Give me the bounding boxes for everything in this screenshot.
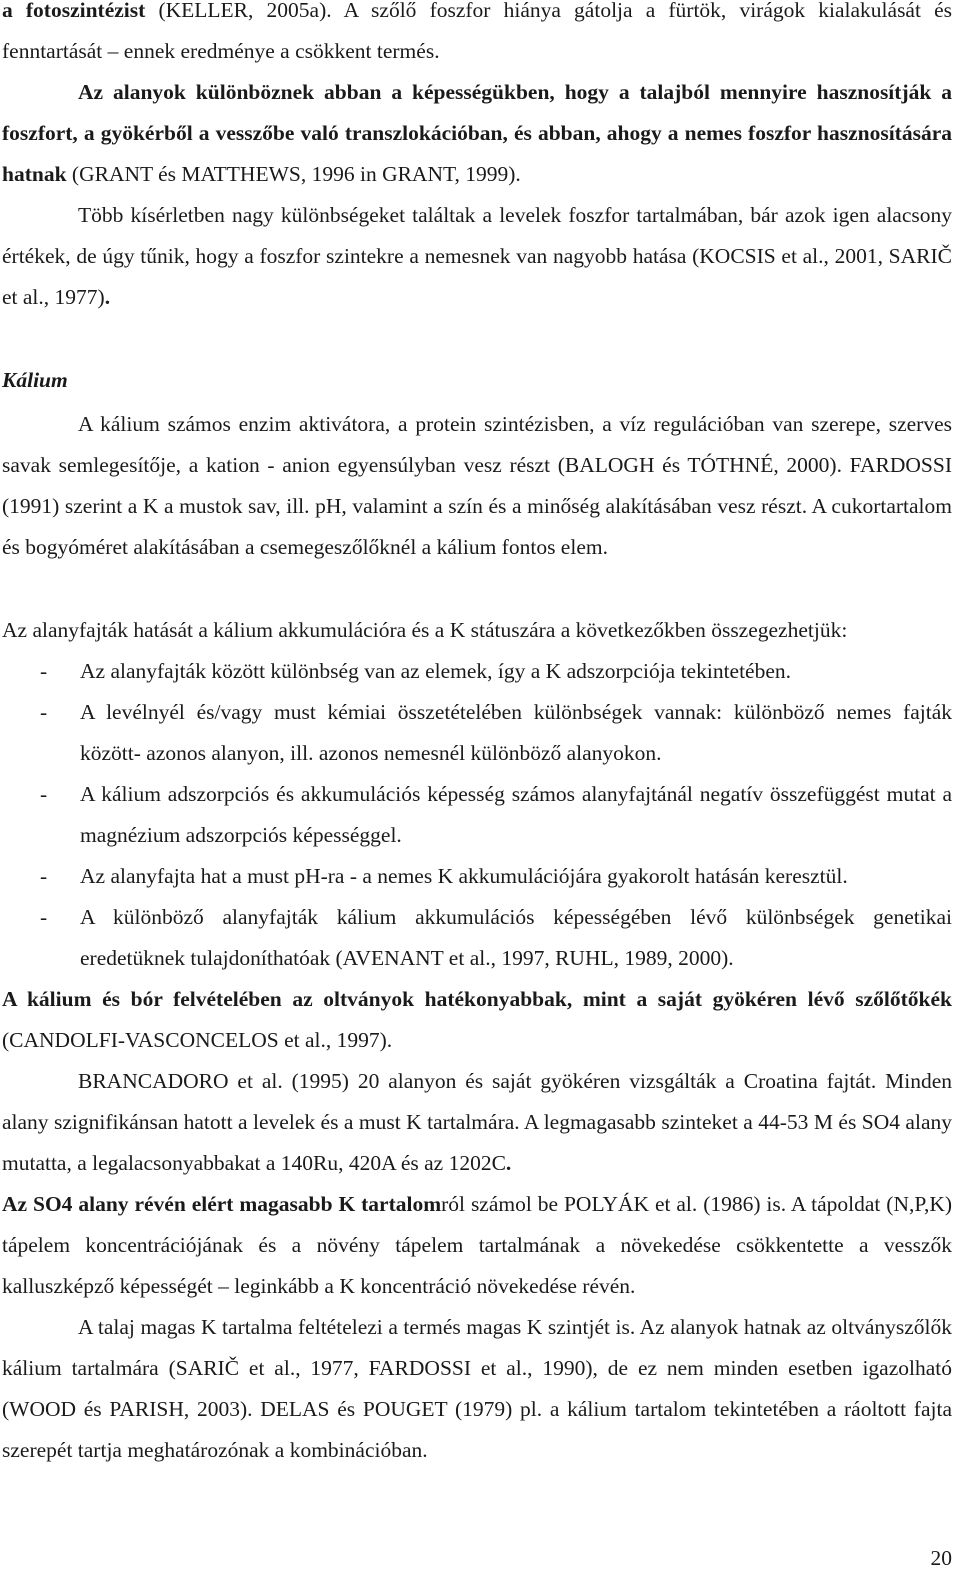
paragraph-3 (2, 195, 952, 318)
bullet-dash: - (40, 864, 48, 888)
bold-text-run: Az alanyok különböznek abban a képességükben, hogy a talajból mennyire hasznosítják a foszfort, a gyökérből a vesszőbe való transzlokációban, és abban, ahogy a nemes foszfor hasznosítására hatnak (2, 80, 952, 186)
text-run: ról számol be POLYÁK et al. (1986) is. A tápoldat (N,P,K) tápelem koncentrációjának és a növény tápelem tartalmának a növekedése csökkentette a vesszők kalluszképző képességét – leginkább a K koncentráció növekedése révén. (2, 1192, 953, 1298)
list-item (2, 856, 952, 897)
section-heading: Kálium (2, 368, 68, 392)
bold-text-run: A kálium és bór felvételében az oltványok hatékonyabbak, mint a saját gyökéren lévő szőlőtőkék (2, 987, 952, 1011)
text-run: (CANDOLFI-VASCONCELOS et al., 1997). (2, 1028, 393, 1052)
bullet-dash: - (40, 659, 48, 683)
paragraph-6 (2, 979, 952, 1061)
list-item-text: Az alanyfajta hat a must pH-ra - a nemes K akkumulációjára gyakorolt hatásán keresztül. (80, 864, 848, 888)
list-item (2, 774, 952, 856)
bullet-dash: - (40, 905, 48, 929)
text-run: A talaj magas K tartalma feltételezi a termés magas K szintjét is. Az alanyok hatnak az oltványszőlők kálium tartalmára (SARIČ et al., 1977, FARDOSSI et al., 1990), de ez nem minden esetben igazolható (WOOD és PARISH, 2003). DELAS és POUGET (1979) pl. a kálium tartalom tekintetében a ráoltott fajta szerepét tartja meghatározónak a kombinációban. (2, 1315, 952, 1462)
paragraph-4 (2, 404, 952, 568)
bold-text-run: . (104, 285, 111, 309)
list-item (2, 897, 952, 979)
bullet-list (2, 651, 952, 979)
bullet-dash: - (40, 700, 48, 724)
list-item-text: Az alanyfajták között különbség van az elemek, így a K adszorpciója tekintetében. (80, 659, 792, 683)
list-item (2, 651, 952, 692)
list-item-text: A kálium adszorpciós és akkumulációs képesség számos alanyfajtánál negatív összefüggést mutat a magnézium adszorpciós képességgel. (80, 782, 952, 847)
text-run: Több kísérletben nagy különbségeket találtak a levelek foszfor tartalmában, bár azok igen alacsony értékek, de úgy tűnik, hogy a foszfor szintekre a nemesnek van nagyobb hatása (KOCSIS et al., 2001, SARIČ et al., 1977) (2, 203, 952, 309)
paragraph-8 (2, 1184, 952, 1307)
text-run: (GRANT és MATTHEWS, 1996 in GRANT, 1999). (66, 162, 521, 186)
text-run: BRANCADORO et al. (1995) 20 alanyon és saját gyökéren vizsgálták a Croatina fajtát. Minden alany szignifikánsan hatott a levelek és a must K tartalmára. A legmagasabb szinteket a 44-53 M és SO4 alany mutatta, a legalacsonyabbakat a 140Ru, 420A és az 1202C (2, 1069, 952, 1175)
paragraph-1 (2, 0, 952, 72)
paragraph-2 (2, 72, 952, 195)
paragraph-7 (2, 1061, 952, 1184)
bold-text-run: a fotoszintézist (2, 0, 159, 22)
list-item-text: A különböző alanyfajták kálium akkumulációs képességében lévő különbségek genetikai eredetüknek tulajdoníthatóak (AVENANT et al., 1997, RUHL, 1989, 2000). (80, 905, 952, 970)
bold-text-run: . (505, 1151, 512, 1175)
text-run: Az alanyfajták hatását a kálium akkumulációra és a K státuszára a következőkben összegezhetjük: (2, 618, 848, 642)
bold-text-run: Az SO4 alany révén elért magasabb K tartalom (2, 1192, 442, 1216)
text-run: (KELLER, 2005a). A szőlő foszfor hiánya gátolja a fürtök, virágok kialakulását és fenntartását – ennek eredménye a csökkent termés. (2, 0, 953, 63)
list-item-text: A levélnyél és/vagy must kémiai összetételében különbségek vannak: különböző nemes fajták között- azonos alanyon, ill. azonos nemesnél különböző alanyokon. (80, 700, 952, 765)
paragraph-5 (2, 610, 952, 651)
page-number: 20 (930, 1546, 952, 1570)
paragraph-9 (2, 1307, 952, 1471)
list-item (2, 692, 952, 774)
text-run: A kálium számos enzim aktivátora, a protein szintézisben, a víz regulációban van szerepe, szerves savak semlegesítője, a kation - anion egyensúlyban vesz részt (BALOGH és TÓTHNÉ, 2000). FARDOSSI (1991) szerint a K a mustok sav, ill. pH, valamint a szín és a minőség alakításában vesz részt. A cukortartalom és bogyóméret alakításában a csemegeszőlőknél a kálium fontos elem. (2, 412, 952, 559)
bullet-dash: - (40, 782, 48, 806)
